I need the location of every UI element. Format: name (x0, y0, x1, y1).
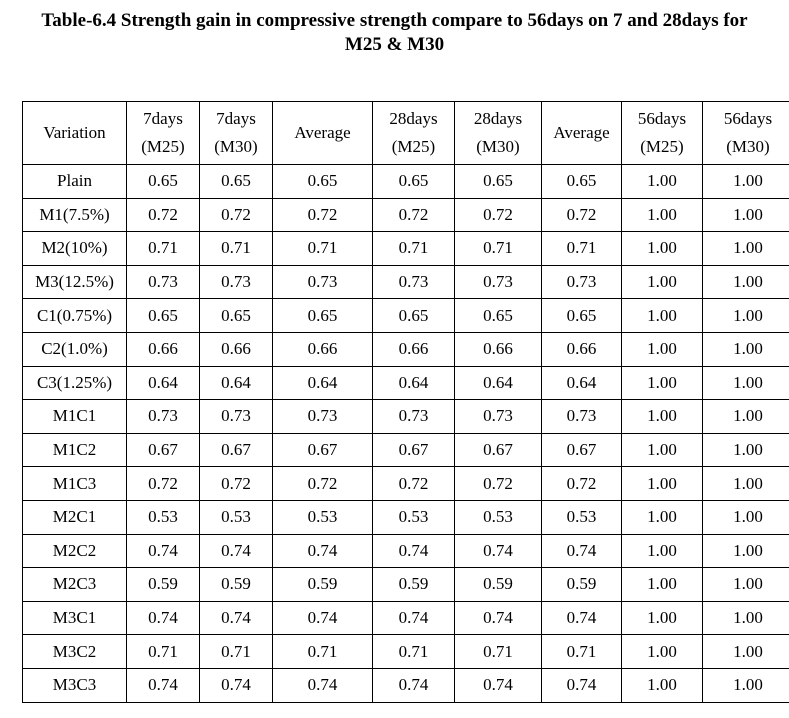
column-header (542, 102, 622, 165)
table-row (23, 500, 789, 534)
variation-cell: M2C2 (23, 534, 127, 568)
value-cell: 1.00 (622, 299, 703, 333)
column-header (127, 102, 200, 165)
value-cell: 0.65 (200, 165, 273, 199)
value-cell: 0.74 (455, 601, 542, 635)
value-cell: 0.65 (127, 165, 200, 199)
value-cell: 1.00 (703, 400, 789, 434)
value-cell: 0.73 (542, 265, 622, 299)
value-cell: 0.59 (200, 568, 273, 602)
value-cell: 0.64 (200, 366, 273, 400)
value-cell: 0.65 (273, 299, 373, 333)
table-row (23, 198, 789, 232)
value-cell: 1.00 (622, 165, 703, 199)
value-cell: 0.73 (200, 400, 273, 434)
value-cell: 0.74 (373, 601, 455, 635)
value-cell: 1.00 (703, 568, 789, 602)
table-row (23, 232, 789, 266)
column-header-line-2: (M30) (476, 137, 520, 156)
value-cell: 1.00 (703, 534, 789, 568)
column-header-line-2: (M30) (214, 137, 258, 156)
value-cell: 0.65 (200, 299, 273, 333)
value-cell: 0.74 (455, 534, 542, 568)
value-cell: 0.74 (273, 601, 373, 635)
value-cell: 0.67 (273, 433, 373, 467)
value-cell: 0.72 (200, 467, 273, 501)
value-cell: 0.74 (127, 601, 200, 635)
value-cell: 0.73 (542, 400, 622, 434)
table-row (23, 400, 789, 434)
value-cell: 0.66 (455, 332, 542, 366)
value-cell: 1.00 (703, 668, 789, 702)
value-cell: 0.71 (455, 232, 542, 266)
value-cell: 0.74 (542, 534, 622, 568)
value-cell: 0.53 (127, 500, 200, 534)
column-header-line-1: 7days (143, 109, 183, 128)
column-header-line-1: 28days (473, 109, 523, 128)
header-row (23, 102, 789, 165)
value-cell: 0.65 (127, 299, 200, 333)
value-cell: 0.73 (373, 400, 455, 434)
value-cell: 0.71 (273, 232, 373, 266)
value-cell: 0.74 (542, 601, 622, 635)
value-cell: 0.74 (542, 668, 622, 702)
value-cell: 1.00 (622, 332, 703, 366)
variation-cell: M3C3 (23, 668, 127, 702)
value-cell: 0.71 (373, 635, 455, 669)
value-cell: 0.71 (127, 232, 200, 266)
value-cell: 0.71 (200, 232, 273, 266)
value-cell: 0.67 (542, 433, 622, 467)
value-cell: 1.00 (703, 165, 789, 199)
table-caption (0, 9, 789, 57)
value-cell: 0.72 (127, 467, 200, 501)
value-cell: 0.59 (373, 568, 455, 602)
value-cell: 0.71 (542, 635, 622, 669)
caption-line-2: M25 & M30 (344, 34, 445, 55)
value-cell: 0.74 (200, 534, 273, 568)
table-row (23, 668, 789, 702)
value-cell: 1.00 (622, 534, 703, 568)
table-row (23, 299, 789, 333)
column-header (455, 102, 542, 165)
value-cell: 1.00 (622, 366, 703, 400)
value-cell: 0.73 (373, 265, 455, 299)
strength-gain-table (22, 101, 789, 703)
value-cell: 0.74 (273, 534, 373, 568)
value-cell: 1.00 (703, 265, 789, 299)
column-header (703, 102, 789, 165)
value-cell: 0.73 (127, 400, 200, 434)
value-cell: 0.72 (373, 198, 455, 232)
variation-cell: M1C1 (23, 400, 127, 434)
value-cell: 1.00 (703, 299, 789, 333)
value-cell: 0.71 (373, 232, 455, 266)
variation-cell: M3C1 (23, 601, 127, 635)
value-cell: 0.73 (273, 265, 373, 299)
value-cell: 0.67 (127, 433, 200, 467)
table-row (23, 366, 789, 400)
table-row (23, 165, 789, 199)
value-cell: 0.53 (542, 500, 622, 534)
table-body (23, 165, 789, 703)
value-cell: 0.64 (455, 366, 542, 400)
value-cell: 0.72 (542, 198, 622, 232)
column-header-line-1: 28days (389, 109, 438, 128)
variation-cell: M2C1 (23, 500, 127, 534)
value-cell: 0.73 (455, 400, 542, 434)
value-cell: 0.72 (373, 467, 455, 501)
value-cell: 0.64 (373, 366, 455, 400)
column-header (622, 102, 703, 165)
value-cell: 0.73 (273, 400, 373, 434)
variation-cell: M3(12.5%) (23, 265, 127, 299)
value-cell: 1.00 (622, 568, 703, 602)
value-cell: 0.74 (200, 668, 273, 702)
value-cell: 0.53 (273, 500, 373, 534)
column-header-line-1: 7days (216, 109, 256, 128)
table-row (23, 601, 789, 635)
value-cell: 1.00 (703, 635, 789, 669)
value-cell: 0.72 (273, 467, 373, 501)
value-cell: 0.74 (373, 534, 455, 568)
value-cell: 0.73 (455, 265, 542, 299)
column-header-line-1: Average (294, 123, 351, 142)
value-cell: 0.53 (455, 500, 542, 534)
value-cell: 0.65 (373, 165, 455, 199)
column-header-line-1: Variation (43, 123, 106, 142)
table-header (23, 102, 789, 165)
value-cell: 1.00 (622, 198, 703, 232)
value-cell: 0.71 (455, 635, 542, 669)
variation-cell: M1C3 (23, 467, 127, 501)
value-cell: 0.66 (273, 332, 373, 366)
value-cell: 1.00 (703, 332, 789, 366)
table-row (23, 265, 789, 299)
column-header (23, 102, 127, 165)
value-cell: 1.00 (622, 433, 703, 467)
column-header-line-1: Average (553, 123, 610, 142)
value-cell: 0.66 (542, 332, 622, 366)
value-cell: 0.66 (200, 332, 273, 366)
value-cell: 0.65 (542, 299, 622, 333)
column-header (273, 102, 373, 165)
column-header-line-1: 56days (637, 109, 687, 128)
column-header (200, 102, 273, 165)
table-row (23, 534, 789, 568)
value-cell: 0.67 (373, 433, 455, 467)
variation-cell: M1(7.5%) (23, 198, 127, 232)
table-row (23, 568, 789, 602)
table-row (23, 332, 789, 366)
table-row (23, 467, 789, 501)
column-header-line-2: (M30) (726, 137, 770, 156)
table-row (23, 433, 789, 467)
value-cell: 0.59 (127, 568, 200, 602)
value-cell: 1.00 (703, 433, 789, 467)
value-cell: 0.64 (127, 366, 200, 400)
column-header (373, 102, 455, 165)
value-cell: 0.53 (373, 500, 455, 534)
value-cell: 0.71 (200, 635, 273, 669)
variation-cell: M2C3 (23, 568, 127, 602)
variation-cell: Plain (23, 165, 127, 199)
column-header-line-2: (M25) (391, 137, 436, 156)
variation-cell: M1C2 (23, 433, 127, 467)
value-cell: 0.59 (455, 568, 542, 602)
value-cell: 0.65 (455, 165, 542, 199)
value-cell: 0.73 (127, 265, 200, 299)
value-cell: 1.00 (703, 500, 789, 534)
value-cell: 1.00 (703, 601, 789, 635)
value-cell: 0.65 (373, 299, 455, 333)
value-cell: 0.72 (542, 467, 622, 501)
value-cell: 0.74 (200, 601, 273, 635)
value-cell: 0.64 (542, 366, 622, 400)
value-cell: 0.74 (273, 668, 373, 702)
value-cell: 0.65 (273, 165, 373, 199)
value-cell: 0.59 (273, 568, 373, 602)
value-cell: 1.00 (703, 467, 789, 501)
value-cell: 0.74 (127, 668, 200, 702)
value-cell: 0.67 (200, 433, 273, 467)
value-cell: 1.00 (622, 467, 703, 501)
value-cell: 0.72 (127, 198, 200, 232)
caption-line-1: Table-6.4 Strength gain in compressive strength compare to 56days on 7 and 28days for (41, 10, 748, 31)
value-cell: 0.67 (455, 433, 542, 467)
value-cell: 0.74 (373, 668, 455, 702)
value-cell: 1.00 (622, 400, 703, 434)
value-cell: 1.00 (622, 668, 703, 702)
value-cell: 1.00 (622, 265, 703, 299)
value-cell: 1.00 (622, 635, 703, 669)
value-cell: 0.66 (127, 332, 200, 366)
table-row (23, 635, 789, 669)
value-cell: 0.74 (455, 668, 542, 702)
column-header-line-1: 56days (723, 109, 773, 128)
value-cell: 0.64 (273, 366, 373, 400)
value-cell: 0.71 (127, 635, 200, 669)
value-cell: 1.00 (622, 601, 703, 635)
column-header-line-2: (M25) (640, 137, 684, 156)
value-cell: 0.65 (455, 299, 542, 333)
variation-cell: C1(0.75%) (23, 299, 127, 333)
value-cell: 0.66 (373, 332, 455, 366)
value-cell: 1.00 (703, 366, 789, 400)
value-cell: 1.00 (622, 232, 703, 266)
value-cell: 1.00 (622, 500, 703, 534)
value-cell: 1.00 (703, 232, 789, 266)
value-cell: 0.72 (455, 467, 542, 501)
variation-cell: C2(1.0%) (23, 332, 127, 366)
value-cell: 0.65 (542, 165, 622, 199)
value-cell: 0.74 (127, 534, 200, 568)
variation-cell: C3(1.25%) (23, 366, 127, 400)
value-cell: 0.53 (200, 500, 273, 534)
column-header-line-2: (M25) (141, 137, 185, 156)
value-cell: 0.72 (273, 198, 373, 232)
value-cell: 0.72 (200, 198, 273, 232)
value-cell: 1.00 (703, 198, 789, 232)
variation-cell: M3C2 (23, 635, 127, 669)
value-cell: 0.72 (455, 198, 542, 232)
value-cell: 0.73 (200, 265, 273, 299)
value-cell: 0.71 (542, 232, 622, 266)
value-cell: 0.59 (542, 568, 622, 602)
value-cell: 0.71 (273, 635, 373, 669)
variation-cell: M2(10%) (23, 232, 127, 266)
